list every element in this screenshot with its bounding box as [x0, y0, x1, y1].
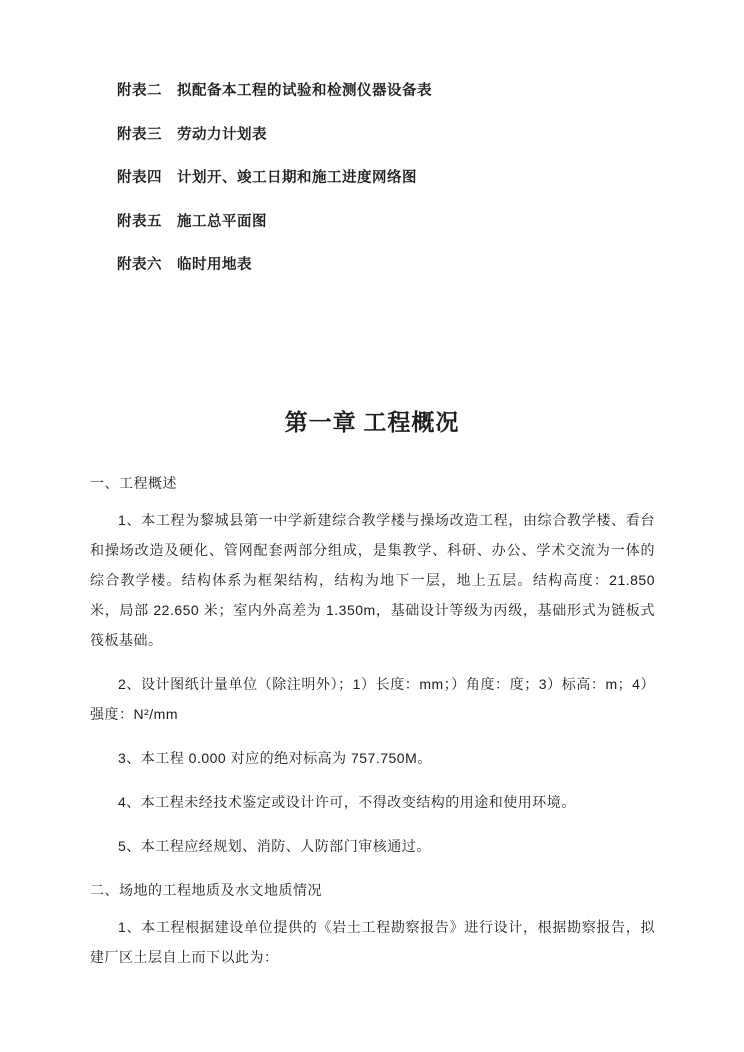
appendix-title: 临时用地表: [177, 257, 252, 273]
appendix-label: 附表四: [117, 170, 162, 186]
section-heading-1: 一、工程概述: [90, 475, 177, 491]
paragraph: 1、本工程根据建设单位提供的《岩土工程勘察报告》进行设计，根据勘察报告，拟建厂区土层自上而下以此为：: [90, 919, 655, 965]
paragraph: 2、设计图纸计量单位（除注明外）；1）长度：mm；）角度：度；3）标高：m；4）强度：N²/mm: [90, 676, 655, 722]
appendix-label: 附表六: [117, 257, 162, 273]
appendix-title: 施工总平面图: [177, 213, 267, 230]
appendix-title: 计划开、竣工日期和施工进度网络图: [177, 170, 417, 186]
appendix-list: [117, 84, 432, 302]
appendix-item: [117, 258, 432, 273]
appendix-title: 劳动力计划表: [177, 126, 267, 143]
appendix-label: 附表二: [117, 83, 162, 99]
paragraph: 4、本工程未经技术鉴定或设计许可，不得改变结构的用途和使用环境。: [118, 794, 576, 810]
appendix-title: 拟配备本工程的试验和检测仪器设备表: [177, 83, 432, 99]
paragraph: 1、本工程为黎城县第一中学新建综合教学楼与操场改造工程，由综合教学楼、看台和操场改造及硬化、管网配套两部分组成，是集教学、科研、办公、学术交流为一体的综合教学楼。结构体系为框架结构，结构为地下一层，地上五层。结构高度：21.850 米，局部 22.650 米；室内外高差为 1.350m，基础设计等级为丙级，基础形式为链板式筏板基础。: [90, 512, 655, 648]
appendix-item: [117, 171, 432, 186]
appendix-item: [117, 84, 432, 99]
appendix-label: 附表五: [117, 213, 162, 230]
appendix-label: 附表三: [117, 126, 162, 143]
appendix-item: [117, 215, 432, 230]
chapter-title: 第一章 工程概况: [284, 410, 460, 435]
section-heading-2: 二、场地的工程地质及水文地质情况: [90, 882, 322, 898]
appendix-item: [117, 128, 432, 143]
paragraph: 3、本工程 0.000 对应的绝对标高为 757.750M。: [118, 750, 432, 766]
paragraph: 5、本工程应经规划、消防、人防部门审核通过。: [118, 838, 431, 854]
document-body: [90, 468, 655, 986]
